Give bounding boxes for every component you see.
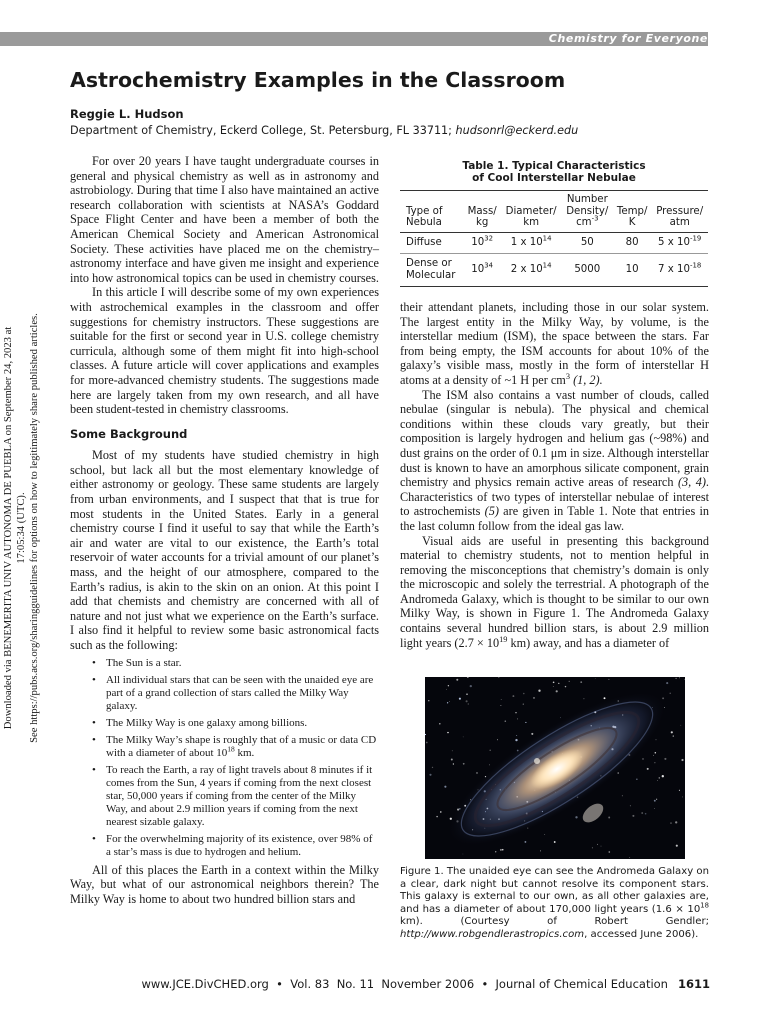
paragraph-intro: For over 20 years I have taught undergraduate courses in general and physical chemistry as well as in astronomy and astrobiology. During that time I also have maintained an active research collaboration with scientists at NASA’s Goddard Space Flight Center and have been a member of both the American Chemical Society and American Astronomical Society. These activities have placed me on the chemistry–astronomy interface and have given me insight and experience into how astronomical topics can be used in chemistry courses.	[70, 154, 379, 285]
section-label: Chemistry for Everyone	[548, 32, 708, 45]
paragraph-background: Most of my students have studied chemistry in high school, but lack all but the most elementary knowledge of either astronomy or geology. These same students are largely from urban environments, and I suspect that that is true for most students in the United States. Early in a general chemistry course I find it useful to say that while the Earth’s air and water are vital to our existence, the Earth’s total reservoir of water accounts for a trivial amount of our planet’s mass, and the height of our atmosphere, compared to the Earth’s radius, is akin to the skin on an onion. At this point I add that chemists and chemistry are concerned with all of nature and not just what we experience on the Earth’s surface. I also find it helpful to review some basic astronomical facts such as the following:	[70, 448, 379, 652]
cell-type: Diffuse	[406, 236, 442, 248]
list-item: • The Milky Way is one galaxy among billions.	[106, 717, 379, 730]
cell-pressure: 5 x $10^{-19}$	[658, 234, 702, 248]
article-title: Astrochemistry Examples in the Classroom	[70, 68, 566, 92]
galaxy-image	[425, 677, 685, 859]
astronomy-facts-list	[70, 657, 379, 859]
list-item: • To reach the Earth, a ray of light travels about 8 minutes if it comes from the Sun, 4 years if coming from the next closest star, 50,000 years if coming from the center of the Milky Way, and about 2.9 million years if coming from the next nearest sizable galaxy.	[106, 764, 379, 829]
cell-pressure: 7 x $10^{-18}$	[651, 253, 708, 286]
table-title-line: of Cool Interstellar Nebulae	[472, 172, 636, 184]
list-item: • The Sun is a star.	[106, 657, 379, 670]
cell-density: 50	[580, 236, 594, 248]
col-header-pressure: Pressure/ atm	[656, 205, 704, 228]
page-number: 1611	[677, 977, 710, 991]
citation[interactable]: (3, 4)	[677, 475, 706, 490]
table-1	[400, 160, 708, 287]
exponent: 18	[227, 743, 235, 753]
left-column	[70, 154, 379, 906]
col-header-type: Type of Nebula	[406, 205, 443, 228]
author-name: Reggie L. Hudson	[70, 107, 184, 121]
cell-temp: 10	[613, 253, 651, 286]
cell-mass: $10^{34}$	[464, 253, 501, 286]
table-row	[400, 232, 708, 253]
cell-mass: $10^{32}$	[471, 234, 494, 248]
author-affiliation	[70, 124, 578, 137]
figure-caption: Figure 1. The unaided eye can see the Andromeda Galaxy on a clear, dark night but cannot resolve its component stars. This galaxy is external to our own, as all other galaxies are, and has a diameter of about 170,000 light years ($1.6 \times 10^{18}$ km). (Courtesy of Robert Gendler; http://www.robgendlerastropics.com, accessed June 2006).	[400, 866, 709, 940]
list-item: • For the overwhelming majority of its existence, over 98% of a star’s mass is due to hydrogen and helium.	[106, 833, 379, 859]
col-header-temp: Temp/ K	[616, 205, 648, 228]
cell-type: Dense or Molecular	[400, 253, 464, 286]
table-row	[400, 253, 708, 286]
author-email[interactable]: hudsonrl@eckerd.edu	[455, 124, 579, 137]
andromeda-galaxy-photo	[425, 677, 685, 859]
cell-density: 5000	[562, 253, 613, 286]
cell-diameter: 1 x $10^{14}$	[510, 234, 552, 248]
paragraph-context: All of this places the Earth in a context within the Milky Way, but what of our astronomical neighbors therein? The Milky Way is home to about two hundred billion stars and	[70, 862, 379, 906]
paragraph-article-scope: In this article I will describe some of my own experiences with astrochemical examples in the classroom and offer suggestions for chemistry instructors. These suggestions are suitable for the first or second year in U.S. college chemistry curricula, although some of them might fit into high-school classes. A future article will cover applications and examples for more-advanced chemistry students. The suggestions made here are largely taken from my own research, and all have been student-tested in chemistry classrooms.	[70, 285, 379, 417]
right-column	[400, 300, 709, 650]
list-item-text: km.	[234, 746, 255, 759]
paragraph-ism: their attendant planets, including those in our solar system. The largest entity in the Milky Way, by volume, is the interstellar medium (ISM), the space between the stars. Far from being empty, the ISM accounts for about 10% of the galaxy’s visible mass, mostly in the form of interstellar H atoms at a density of ~1 H per $cm^3$ (1, 2).	[400, 300, 709, 387]
cell-temp: 80	[625, 236, 639, 248]
list-item-text: The Milky Way’s shape is roughly that of a music or data CD with a diameter of about 10	[106, 733, 377, 759]
citation[interactable]: (1, 2).	[573, 372, 603, 387]
list-item: • All individual stars that can be seen with the unaided eye are part of a grand collection of stars called the Milky Way galaxy.	[106, 674, 379, 713]
page-footer	[0, 977, 710, 991]
table-header-row	[400, 191, 708, 233]
affiliation-text: Department of Chemistry, Eckerd College, St. Petersburg, FL 33711;	[70, 124, 452, 137]
download-note-line2: See https://pubs.acs.org/sharingguidelines for options on how to legitimately share published articles.	[29, 313, 40, 743]
nebulae-table	[400, 190, 708, 287]
caption-link[interactable]: http://www.robgendlerastropics.com	[400, 928, 585, 940]
download-note	[2, 308, 41, 748]
col-header-mass: Mass/ kg	[467, 205, 497, 228]
paragraph-visual-aids: Visual aids are useful in presenting this background material to chemistry students, not to mention helpful in removing the misconceptions that chemistry’s domain is only the microscopic and solely the terrestrial. A photograph of the Andromeda Galaxy, which is thought to be similar to our own Milky Way, is shown in Figure 1. The Andromeda Galaxy contains several hundred billion stars, is about 2.9 million light years ($2.7 \times 10^{19}$ km) away, and has a diameter of	[400, 533, 709, 650]
footer-journal-info: www.JCE.DivCHED.org • Vol. 83 No. 11 November 2006 • Journal of Chemical Education	[141, 977, 668, 991]
paragraph-nebulae: The ISM also contains a vast number of clouds, called nebulae (singular is nebula). The physical and chemical conditions within these clouds vary greatly, but their composition is largely hydrogen and helium gas (~98%) and dust grains on the order of 0.1 μm in size. Although interstellar dust is known to have an amorphous silicate component, grain chemistry and physics remain active areas of research (3, 4). Characteristics of two types of interstellar nebulae of interest to astrochemists (5) are given in Table 1. Note that entries in the last column follow from the ideal gas law.	[400, 387, 709, 533]
table-title	[400, 160, 708, 184]
col-header-density: Number Density/ $cm^{-3}$	[566, 194, 609, 228]
download-note-line1: Downloaded via BENEMERITA UNIV AUTONOMA DE PUEBLA on September 24, 2023 at 17:05:34 (UTC).	[3, 326, 27, 730]
col-header-diameter: Diameter/ km	[505, 205, 557, 228]
cell-diameter: 2 x $10^{14}$	[501, 253, 562, 286]
table-title-line: Table 1. Typical Characteristics	[462, 160, 646, 172]
section-heading-background: Some Background	[70, 426, 188, 441]
list-item	[106, 734, 379, 760]
citation[interactable]: (5)	[484, 504, 499, 519]
